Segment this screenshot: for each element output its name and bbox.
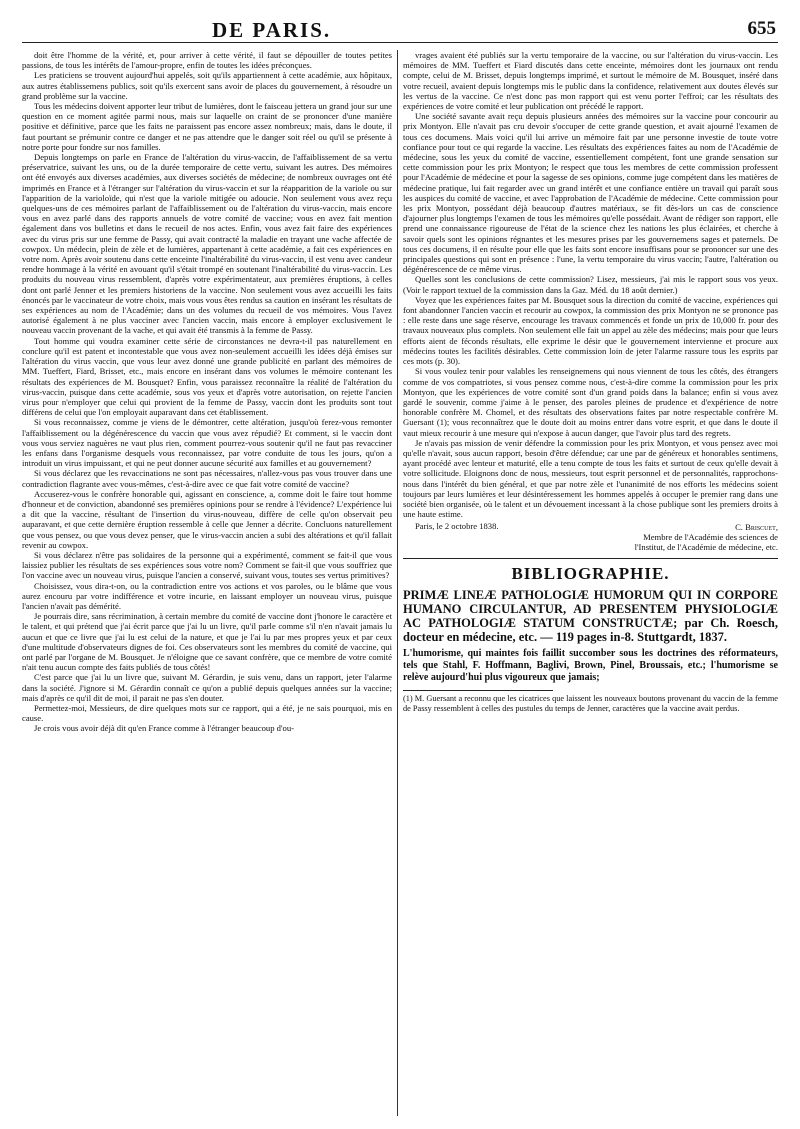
page-number: 655	[747, 18, 776, 39]
left-paragraph: Si vous déclarez n'être pas solidaires de la personne qui a expérimenté, comment se fait-il que vous laissiez publier les résultats de ses expériences sous votre nom? Comment se fait-il que vous souffriez que l'on vaccine avec un nouveau virus, puisque l'ancien a conservé, suivant vous, toutes ses vertus primitives?	[22, 549, 392, 581]
footnote-rule	[403, 690, 553, 691]
right-paragraph: Si vous voulez tenir pour valables les renseignemens qui nous viennent de tous les côtés, des étrangers comme de vos compatriotes, si vous pensez comme nous, c'est-à-dire comme la commission pour les prix Montyon, que les expériences de votre comité sont d'un grand poids dans la balance; enfin si vous avez gardé le souvenir, comme j'aime à le penser, des paroles pleines de prudence et d'expérience de notre honorable confrère M. Chomel, et des résultats des observations faites par notre respectable confrère M. Guersant (1); vous reconnaîtrez que le doute doit au moins entrer dans votre esprit, et que dans le doute il vaut mieux recourir à une mesure qui n'expose à aucun danger, que l'avoir plus tard des regrets.	[403, 366, 778, 438]
signature-role-line: Membre de l'Académie des sciences de	[643, 531, 778, 542]
left-column	[22, 50, 392, 1116]
left-paragraph: Je pourrais dire, sans récrimination, à certain membre du comité de vaccine dont j'honore le caractère et le talent, et qui prétend que j'ai écrit parce que j'ai lu un livre, qu'il parle comme s'il n'en n'avait jamais lu aucun et que ce livre que j'ai lu est celui de la nature, et que je l'ai lu par mes propres yeux et par ceux d'une multitude d'observateurs dignes de foi. Ces observateurs sont les membres du comité de vaccine, qui ont parlé par l'organe de M. Bousquet. Je n'éloigne que ce savant confrère, que ce membre de votre comité n'ait tenu aucun compte des faits publiés de tous côtés!	[22, 611, 392, 673]
signature-role-line: l'Institut, de l'Académie de médecine, etc.	[634, 541, 778, 552]
signature-place-date: Paris, le 2 octobre 1838.	[415, 521, 499, 532]
right-paragraph: vrages avaient été publiés sur la vertu temporaire de la vaccine, ou sur l'altération du virus-vaccin. Les mémoires de MM. Tueffert et Fiard discutés dans cette enceinte, mémoires dont les journaux ont rendu compte, celui de M. Brisset, depuis longtemps imprimé, et surtout le mémoire de M. Bousquet, inséré dans votre recueil, avaient depuis longtemps mis le public dans la confidence, relativement aux doutes élevés sur les vertus de la vaccine. Ce n'est donc pas mon rapport qui est venu porter l'effroi; car les résultats des expériences de votre comité et leur publication ont précédé le rapport.	[403, 50, 778, 112]
left-paragraph: Tout homme qui voudra examiner cette série de circonstances ne devra-t-il pas naturellement en conclure qu'il est patent et incontestable que vous avez non-seulement accueilli les idées déjà émises sur l'altération du virus vaccin, que vous leur avez donné une grande publicité en parlant des mémoires de MM. Tueffert, Fiard, Brisset, etc., mais encore en insérant dans vos volumes le mémoire contenant les résultats des expériences de M. Bousquet? Enfin, vous paraissez reconnaître la réalité de l'altération du virus-vaccin, puisque dans cette académie, sous vos yeux et d'après votre autorisation, on rejette l'ancien virus pour n'employer que celui qui provient de la femme de Passy, vaccin dont les produits sont tout différens de celui que l'on employait auparavant dans cet établissement.	[22, 335, 392, 418]
bibliography-work-title: PRIMÆ LINEÆ PATHOLOGIÆ HUMORUM QUI IN CORPORE HUMANO CIRCULANTUR, AD PRESENTEM PHYSIOLOGIÆ AC PATHOLOGIÆ STATUM CONSTRUCTÆ; par Ch. Roesch, docteur en médecine, etc. — 119 pages in-8. Stuttgardt, 1837.	[403, 588, 778, 645]
bibliography-heading: BIBLIOGRAPHIE.	[511, 564, 670, 584]
bibliography-text: L'humorisme, qui maintes fois faillit succomber sous les doctrines des réformateurs, tels que Stahl, F. Hoffmann, Baglivi, Brown, Pinel, Broussais, etc.; l'humorisme se relève aujourd'hui plus vigoureux que jamais;	[403, 648, 778, 684]
right-paragraph: Une société savante avait reçu depuis plusieurs années des mémoires sur la vaccine pour concourir au prix Montyon. Elle n'avait pas cru devoir s'occuper de cette grande question, et avait ajourné l'examen de tous ces documens. Mais voici qu'il lui arrive un mémoire fait par une personne investie de toute votre confiance pour tout ce qui regarde la vaccine. Les résultats des expériences faites au nom de l'Académie de médecine, sous les yeux du comité de vaccine, essentiellement compétent, font une grande sensation sur cette commission pour les prix Montyon; le respect que tous les membres de cette commission professent pour l'Académie de médecine et pour la sagesse de ses opinions, comme juge compétent dans les matières de médecine pratique, lui fait regarder avec un grand intérêt et une confiance entière un travail qui paraît sous les auspices du comité de vaccine, et avec l'approbation de l'Académie de médecine. Cette commission pour les prix Montyon, possédant déjà beaucoup d'autres matériaux, se fit dès-lors un cas de conscience d'ajourner plus longtemps l'examen de tous les mémoires qu'elle possédait. Avant de rédiger son rapport, elle prend une connaissance rigoureuse de l'état de la science chez les nations les plus éclairées, et cherche à savoir quels sont les opinions régnantes et les mesures prises par les gouvernemens sages et paternels. De tous ces documens, il en résulte pour elle que les faits sont encore insuffisans pour se prononcer sur une des principales questions qui sont en présence : l'une, la vertu temporaire du virus vaccin; l'autre, l'altération ou dégénérescence de ce même virus.	[403, 111, 778, 275]
left-paragraph: Depuis longtemps on parle en France de l'altération du virus-vaccin, de l'affaiblissement de sa vertu préservatrice, suivant les uns, ou de la durée temporaire de cette vertu, suivant les autres. Des mémoires ont été envoyés aux diverses académies, aux diverses sociétés de médecine; de nombreux ouvrages ont été imprimés en France et à l'étranger sur l'altération du virus-vaccin et sur la réapparition de la variole ou sur l'apparition de la varioloïde, qui n'est que la variole mitigée ou adoucie. Non seulement vous avez reçu quelques-uns de ces mémoires parlant de l'affaiblissement ou de l'altération du virus-vaccin, mais encore vous en avez parlé dans des rapports annuels de votre comité de vaccine; vous en avez fait mention également dans vos bulletins et dans le recueil de nos actes. Enfin, vous avez fait faire des expériences avec du virus pris sur une femme de Passy, qui avait contracté la maladie en trayant une vache affectée de cowpox. Un médecin, plein de zèle et de lumières, appartenant à cette académie, a fait ces expériences en votre nom. Après avoir soutenu dans cette enceinte l'inaltérabilité du virus-vaccin, il est venu avec candeur rendre hommage à la vérité en avouant qu'il s'était trompé en soutenant l'inaltérabilité du virus-vaccin. Les produits du nouveau virus ressemblent, d'après votre expérimentateur, aux premières éruptions, à celles dont ont parlé Jenner et les premiers historiens de la vaccine. Non seulement vous avez accueilli les faits énoncés par le vaccinateur de votre choix, mais vous vous êtes rendus sa caution en insérant les résultats de ses expériences au nom de l'Académie; dans un des volumes du recueil de vos mémoires. Vous l'avez autorisé également à ne plus vacciner avec l'ancien vaccin, mais encore à employer exclusivement le nouveau vaccin provenant de la vache, et qui avait été transmis à la femme de Passy.	[22, 152, 392, 336]
left-paragraph: Permettez-moi, Messieurs, de dire quelques mots sur ce rapport, qui a été, je ne sais pourquoi, mis en cause.	[22, 703, 392, 724]
left-paragraph: Choisissez, vous dira-t-on, ou la contradiction entre vos actions et vos paroles, ou le blâme que vous aurez encouru par votre indifférence et votre incurie, en laissant employer un nouveau virus, puisque l'ancien n'avait pas démérité.	[22, 580, 392, 611]
right-paragraph: Quelles sont les conclusions de cette commission? Lisez, messieurs, j'ai mis le rapport sous vos yeux. (Voir le rapport textuel de la commission dans la Gaz. Méd. du 18 août dernier.)	[403, 274, 778, 295]
left-paragraph: doit être l'homme de la vérité, et, pour arriver à cette vérité, il faut se dépouiller de toutes petites passions, de tous les intérêts de l'amour-propre, enfin de toutes les idées préconçues.	[22, 50, 392, 71]
left-paragraph: Les praticiens se trouvent aujourd'hui appelés, soit qu'ils appartiennent à cette académie, aux hôpitaux, aux autres établissemens publics, soit qu'ils exercent sans avoir de places du gouvernement, à résoudre un grand problème sur la vaccine.	[22, 70, 392, 101]
right-paragraph: Voyez que les expériences faites par M. Bousquet sous la direction du comité de vaccine, expériences qui font abandonner l'ancien vaccin et recourir au cowpox, la commission des prix Montyon ne se prononce pas : elle reste dans une sage réserve, encourage les travaux commencés et fonde un prix de 10,000 fr. pour des travaux nouveaux plus complets. Non seulement elle fait un appel au zèle des médecins; mais pour que leurs efforts aient de féconds résultats, elle exprime le désir que le gouvernement intervienne et procure aux médecins toutes les facilités désirables. Cette commission loin de jeter l'alarme rassure tous les esprits par ces mots (p. 30).	[403, 294, 778, 367]
footnote: (1) M. Guersant a reconnu que les cicatrices que laissent les nouveaux boutons provenant du vaccin de la femme de Passy ressemblent à celles des pustules du temps de Jenner, caractères que la vaccine avait perdus.	[403, 694, 778, 714]
column-divider	[397, 50, 398, 1116]
right-paragraph: Je n'avais pas mission de venir défendre la commission pour les prix Montyon, et vous pensez avec moi qu'elle n'avait, sous aucun rapport, besoin d'être défendue; car une par de généreux et honorables sentimens, ayant procédé avec lenteur et maturité, elle a tenu compte de tous les faits et surtout de ceux qu'elle devait à votre sollicitude. Eloignons donc de nous, messieurs, tout esprit personnel et de personnalités, rapprochons-nous dans l'intérêt du bien général, et que par notre zèle et l'unanimité de nos efforts les médecins soient toujours par leurs lumières et leur désintéressement les hommes appelés à occuper le premier rang dans une société bien organisée, où le talent et un dévouement incessant à la chose publique sont les premiers droits à une haute estime.	[403, 437, 778, 520]
left-paragraph: C'est parce que j'ai lu un livre que, suivant M. Gérardin, je suis venu, dans un rapport, jeter l'alarme dans la société. J'ignore si M. Gérardin connaît ce qu'on a publié depuis quelques années sur la vaccine; mais d'après ce qu'il dit de moi, il parait ne pas s'en douter.	[22, 672, 392, 703]
right-column	[403, 50, 778, 1116]
left-paragraph: Si vous reconnaissez, comme je viens de le démontrer, cette altération, jusqu'où ferez-vous remonter l'affaiblissement ou la dégénérescence du vaccin que vous avez répudié? Et comment, si le vaccin dont vous vous serviez naguères ne vaut plus rien, comment pourrez-vous soutenir qu'il ne faut pas revacciner les enfans dans l'organisme desquels vous reconnaissez, par votre conduite de tous les jours, qu'on a introduit un virus impuissant, et qui ne peut donner aucune sécurité aux familles et au gouvernement?	[22, 417, 392, 469]
signature-block	[403, 521, 778, 552]
left-paragraph: Je crois vous avoir déjà dit qu'en France comme à l'étranger beaucoup d'ou-	[34, 723, 294, 734]
page-header	[22, 18, 778, 43]
left-paragraph: Tous les médecins doivent apporter leur tribut de lumières, dont le faisceau jettera un grand jour sur une question en ce moment agitée parmi nous, mais sur laquelle on craint de se prononcer d'une manière positive et définitive, parce que les faits ne paraissent pas encore assez nombreux; mais, dans le doute, il faut pourtant se prémunir contre ce danger et ne pas attendre que le danger soit réel ou qu'il se présente à notre porte pour fondre sur nos familles.	[22, 101, 392, 152]
header-title: DE PARIS.	[212, 18, 332, 42]
signature-name: C. Briscuet,	[735, 521, 778, 532]
left-paragraph: Accuserez-vous le confrère honorable qui, agissant en conscience, a, comme doit le faire tout homme d'honneur et de conviction, abandonné ses premières opinions pour se rendre à l'évidence? L'expérience lui a dit que la vaccine, résultant de l'insertion du virus-nouveau, diffère de celle qu'on observait peu auparavant, et que cette dernière éruption ressemble à celle que Jenner a décrite. Concluons naturellement que vous pensez, ou que vous devez penser, que le virus-vaccin ancien a subi des altérations et qu'il fallait revenir au cowpox.	[22, 488, 392, 550]
left-paragraph: Si vous déclarez que les revaccinations ne sont pas nécessaires, n'allez-vous pas vous trouver dans une contradiction flagrante avec vous-mêmes, c'est-à-dire avec ce que fait votre comité de vaccine?	[22, 468, 392, 489]
section-separator	[403, 558, 778, 559]
